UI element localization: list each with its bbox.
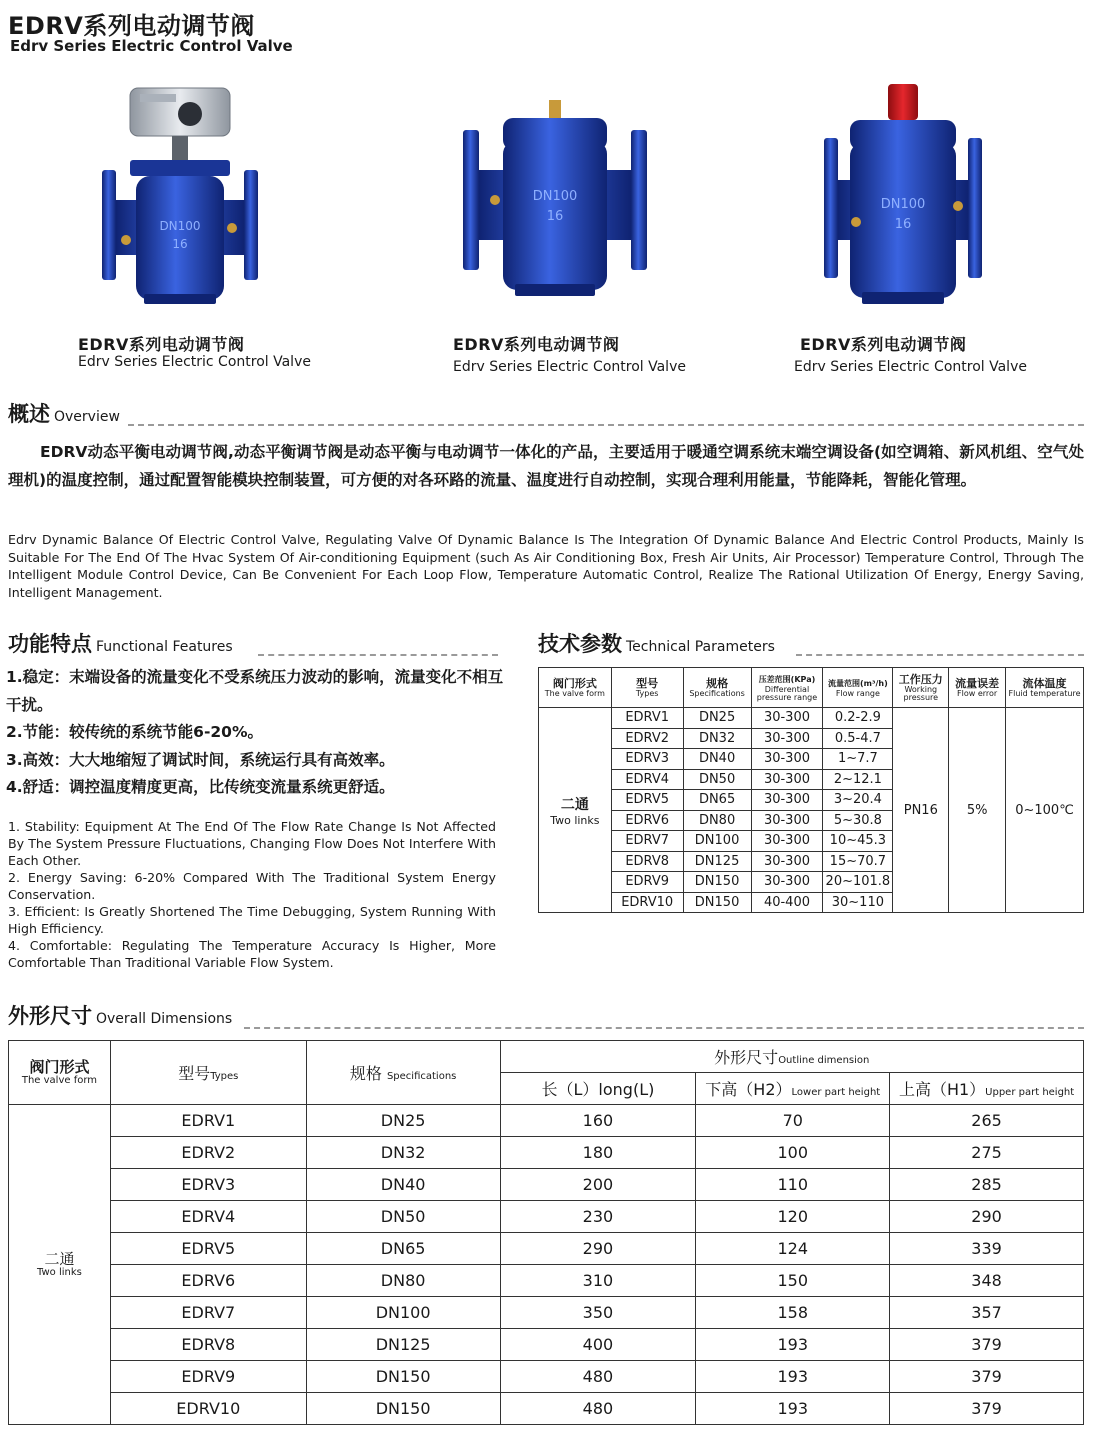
divider (244, 1027, 1084, 1029)
table-row: EDRV10 DN150 40-400 30~110 (539, 892, 1084, 913)
table-row: EDRV9 DN150 480 193 379 (9, 1361, 1084, 1393)
col-header-type: 型号Types (110, 1041, 306, 1105)
col-header: 流量范围(m³/h) Flow range (823, 668, 893, 708)
cell-type: EDRV1 (611, 708, 683, 729)
product-gallery (0, 80, 1100, 380)
table-row: EDRV9 DN150 30-300 20~101.8 (539, 872, 1084, 893)
dimensions-table (8, 1040, 1084, 1425)
tech-heading-zh: 技术参数 (538, 632, 622, 656)
valve-with-actuator-image (80, 80, 300, 320)
col-header: 规格 Specifications (683, 668, 751, 708)
tech-heading (538, 628, 775, 658)
table-row: EDRV4 DN50 230 120 290 (9, 1201, 1084, 1233)
pressure-marking: 16 (172, 237, 188, 251)
dims-heading (8, 1000, 232, 1030)
product-name-en: Edrv Series Electric Control Valve (453, 359, 686, 375)
table-row: EDRV3 DN40 30-300 1~7.7 (539, 749, 1084, 770)
divider (128, 424, 1084, 426)
col-header: 流体温度 Fluid temperature (1006, 668, 1084, 708)
col-header: 型号 Types (611, 668, 683, 708)
flow-error-cell: 5% (949, 708, 1006, 913)
cell-dp: 30-300 (751, 708, 823, 729)
table-header-row (539, 668, 1084, 708)
table-row: EDRV7 DN100 30-300 10~45.3 (539, 831, 1084, 852)
features-heading-en: Functional Features (96, 639, 233, 655)
product-name-zh: EDRV系列电动调节阀 (800, 335, 967, 354)
table-row: EDRV2 DN32 30-300 0.5-4.7 (539, 728, 1084, 749)
table-row: EDRV8 DN125 30-300 15~70.7 (539, 851, 1084, 872)
table-header-row (9, 1041, 1084, 1073)
page-title: EDRV系列电动调节阀 (8, 12, 255, 40)
col-header-length: 长（L）long(L) (500, 1073, 696, 1105)
col-header: 阀门形式 The valve form (539, 668, 612, 708)
col-header-upper-height: 上高（H1）Upper part height (890, 1073, 1084, 1105)
product-name-zh: EDRV系列电动调节阀 (453, 335, 620, 354)
product-card (780, 80, 1100, 380)
product-name-zh: EDRV系列电动调节阀 (78, 335, 245, 354)
divider (796, 654, 1084, 656)
dims-heading-zh: 外形尺寸 (8, 1004, 92, 1028)
valve-red-cap-image (800, 80, 1020, 320)
table-row (539, 708, 1084, 729)
feature-item: 1.稳定：末端设备的流量变化不受系统压力波动的影响，流量变化不相互干扰。 (6, 668, 504, 714)
table-row: 二通 Two links EDRV1 DN25 160 70 265 (9, 1105, 1084, 1137)
feature-item-en: 3. Efficient: Is Greatly Shortened The Time Debugging, System Running With High Efficiency. (8, 904, 496, 936)
dims-heading-en: Overall Dimensions (96, 1011, 233, 1027)
col-header-valve-form: 阀门形式 The valve form (9, 1041, 111, 1105)
valve-form-cell: 二通 Two links (539, 708, 612, 913)
overview-text-zh: EDRV动态平衡电动调节阀,动态平衡调节阀是动态平衡与电动调节一体化的产品，主要适用于暖通空调系统末端空调设备(如空调箱、新风机组、空气处理机)的温度控制，通过配置智能模块控制装置，可方便的对各环路的流量、温度进行自动控制，实现合理利用能量，节能降耗，智能化管理。 (8, 443, 1084, 489)
features-list-zh (6, 664, 506, 802)
body-marking: DN100 (880, 197, 926, 212)
feature-item-en: 1. Stability: Equipment At The End Of The Flow Rate Change Is Not Affected By The System Pressure Fluctuations, Changing Flow Does Not Interfere With Each Other. (8, 819, 496, 868)
valve-form-cell: 二通 Two links (9, 1105, 111, 1425)
table-row: EDRV5 DN65 290 124 339 (9, 1233, 1084, 1265)
table-row: EDRV6 DN80 30-300 5~30.8 (539, 810, 1084, 831)
fluid-temperature-cell: 0~100℃ (1006, 708, 1084, 913)
table-row: EDRV4 DN50 30-300 2~12.1 (539, 769, 1084, 790)
features-heading-zh: 功能特点 (8, 632, 92, 656)
working-pressure-cell: PN16 (893, 708, 949, 913)
overview-heading (8, 398, 120, 428)
valve-brass-top-image (455, 100, 675, 320)
page-subtitle: Edrv Series Electric Control Valve (10, 37, 293, 55)
col-header: 工作压力 Working pressure (893, 668, 949, 708)
cell-spec: DN25 (683, 708, 751, 729)
product-name-en: Edrv Series Electric Control Valve (794, 359, 1027, 375)
col-header: 压差范围(KPa) Differential pressure range (751, 668, 823, 708)
features-list-en (8, 818, 496, 971)
body-marking: DN100 (159, 219, 201, 233)
overview-text-en: Edrv Dynamic Balance Of Electric Control Valve, Regulating Valve Of Dynamic Balance Is The Integration Of Dynamic Balance And Electric Control Products, Mainly Is Suitable For The End Of The Hvac System Of Air-conditioning Equipment (such As Air Conditioning Box, Fresh Air Units, Air Processor) Temperature Control, Through The Intelligent Module Control Device, Can Be Convenient For Each Loop Flow, Temperature Automatic Control, Realize The Rational Utilization Of Energy, Energy Saving, Intelligent Management. (8, 532, 1084, 600)
body-marking: DN100 (532, 189, 578, 204)
col-header-lower-height: 下高（H2）Lower part height (696, 1073, 890, 1105)
col-header-spec: 规格 Specifications (306, 1041, 500, 1105)
cell-flow: 0.2-2.9 (823, 708, 893, 729)
feature-item-en: 2. Energy Saving: 6-20% Compared With The Traditional System Energy Conservation. (8, 870, 496, 902)
table-row: EDRV2 DN32 180 100 275 (9, 1137, 1084, 1169)
feature-item: 2.节能：较传统的系统节能6-20%。 (6, 723, 263, 741)
table-row: EDRV3 DN40 200 110 285 (9, 1169, 1084, 1201)
table-row: EDRV5 DN65 30-300 3~20.4 (539, 790, 1084, 811)
feature-item-en: 4. Comfortable: Regulating The Temperature Accuracy Is Higher, More Comfortable Than Traditional Variable Flow System. (8, 938, 496, 970)
col-header: 流量误差 Flow error (949, 668, 1006, 708)
product-card (60, 80, 390, 380)
product-card (435, 80, 765, 380)
divider (258, 654, 498, 656)
pressure-marking: 16 (894, 217, 912, 232)
tech-heading-en: Technical Parameters (626, 639, 775, 655)
feature-item: 4.舒适：调控温度精度更高，比传统变流量系统更舒适。 (6, 778, 395, 796)
overview-heading-en: Overview (54, 409, 120, 425)
tech-params-table (538, 667, 1084, 913)
overview-heading-zh: 概述 (8, 402, 50, 426)
table-row: EDRV8 DN125 400 193 379 (9, 1329, 1084, 1361)
col-header-outline: 外形尺寸Outline dimension (500, 1041, 1083, 1073)
product-name-en: Edrv Series Electric Control Valve (78, 354, 311, 370)
table-row: EDRV6 DN80 310 150 348 (9, 1265, 1084, 1297)
feature-item: 3.高效：大大地缩短了调试时间，系统运行具有高效率。 (6, 750, 395, 769)
pressure-marking: 16 (546, 209, 564, 224)
table-row: EDRV10 DN150 480 193 379 (9, 1393, 1084, 1425)
features-heading (8, 628, 233, 658)
table-row: EDRV7 DN100 350 158 357 (9, 1297, 1084, 1329)
